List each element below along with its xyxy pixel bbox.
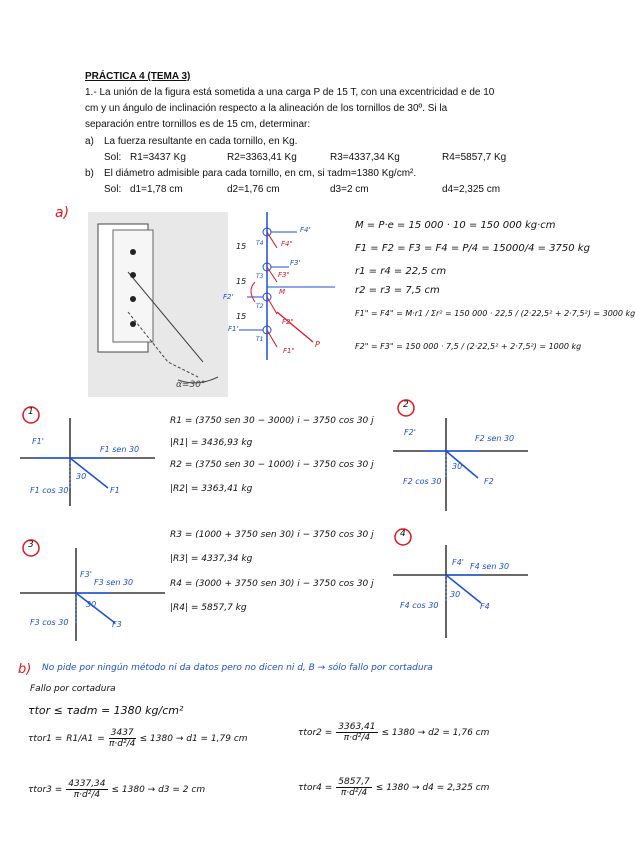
circle-2-number: 2 [403,400,409,410]
tau4-den: π·d²/4 [340,788,368,798]
d1-f1p: F1' [32,437,44,446]
b-note: No pide por ningún método ni da datos pero no dicen ni d, B → sólo fallo por cortadura [42,663,433,673]
tau4-num: 5857,7 [338,777,370,787]
calc-f2-moment: F2" = F3" = 150 000 · 7,5 / (2·22,5² + 2·7,5²) = 1000 kg [355,342,582,351]
hand-a-label: a) [55,205,70,221]
circle-1-number: 1 [28,407,34,417]
tau4-lhs: τtor4 = [298,782,333,793]
d2-f2-sen30: F2 sen 30 [475,434,515,443]
fallo-label: Fallo por cortadura [30,684,116,694]
label-t4: T4 [256,240,264,247]
d1-f1-sen30: F1 sen 30 [100,445,140,454]
d4-angle: 30 [450,590,461,599]
d4-f4p: F4' [452,558,464,567]
tau1-frac [109,728,136,749]
label-f2p: F2' [223,293,234,301]
d3-angle: 30 [86,600,97,609]
vec-r4-mag: |R4| = 5857,7 kg [170,603,247,613]
d1-angle: 30 [76,472,87,481]
label-t2: T2 [256,303,264,310]
part-a-label: a) [85,136,94,147]
tau2-row [298,722,489,743]
tau2-lhs: τtor2 = [298,727,333,738]
d1-f1-cos30: F1 cos 30 [30,486,69,495]
tau1-eq: = [97,733,105,744]
answer-d4: d4=2,325 cm [442,184,501,195]
d1-f1: F1 [110,486,120,495]
joint-figure-drawing [88,212,228,397]
tau2-num: 3363,41 [338,722,376,732]
page-title: PRÁCTICA 4 (TEMA 3) [85,71,191,82]
answer-r4: R4=5857,7 Kg [442,152,507,163]
answer-d3: d3=2 cm [330,184,369,195]
tau3-frac [66,779,107,800]
label-t1: T1 [256,336,264,343]
d4-f4-sen30: F4 sen 30 [470,562,510,571]
force-diagram-3 [20,548,170,643]
vec-r3: R3 = (1000 + 3750 sen 30) i − 3750 cos 30 j [170,530,374,540]
part-a-question: La fuerza resultante en cada tornillo, en Kg. [104,136,298,147]
tau4-result: ≤ 1380 → d4 = 2,325 cm [375,782,490,793]
figure-angle-label: α=30° [176,380,206,390]
tau2-den: π·d²/4 [343,733,371,743]
calc-r1-r4: r1 = r4 = 22,5 cm [355,266,447,277]
calc-moment: M = P·e = 15 000 · 10 = 150 000 kg·cm [355,220,556,231]
tau1-lhs: τtor1 = [28,733,63,744]
answer-r3: R3=4337,34 Kg [330,152,400,163]
d2-f2: F2 [484,477,494,486]
label-f1pp: F1" [283,347,295,355]
dim-15-2: 15 [236,277,247,286]
d4-f4: F4 [480,602,490,611]
answer-d1: d1=1,78 cm [130,184,183,195]
dim-15-3: 15 [236,312,247,321]
tau1-row [28,728,248,749]
dim-15-1: 15 [236,242,247,251]
d4-f4-cos30: F4 cos 30 [400,601,439,610]
answer-d2: d2=1,76 cm [227,184,280,195]
tau3-result: ≤ 1380 → d3 = 2 cm [111,784,206,795]
tau3-den: π·d²/4 [73,790,101,800]
tau2-result: ≤ 1380 → d2 = 1,76 cm [381,727,490,738]
answer-r2: R2=3363,41 Kg [227,152,297,163]
tau1-num: 3437 [110,728,134,738]
label-f3pp: F3" [278,271,290,279]
vec-r4: R4 = (3000 + 3750 sen 30) i − 3750 cos 30 j [170,579,374,589]
calc-direct-force: F1 = F2 = F3 = F4 = P/4 = 15000/4 = 3750 kg [355,243,590,254]
answer-r1: R1=3437 Kg [130,152,186,163]
d3-f3-cos30: F3 cos 30 [30,618,69,627]
calc-f1-moment: F1" = F4" = M·r1 / Σr² = 150 000 · 22,5 / (2·22,5² + 2·7,5²) = 3000 kg [355,309,635,318]
label-load-p: P [315,340,320,349]
d3-f3p: F3' [80,570,92,579]
vec-r3-mag: |R3| = 4337,34 kg [170,554,253,564]
label-f4pp: F4" [281,240,293,248]
vec-r1: R1 = (3750 sen 30 − 3000) i − 3750 cos 30 j [170,416,374,426]
d2-f2-cos30: F2 cos 30 [403,477,442,486]
problem-statement-line1: 1.- La unión de la figura está sometida a una carga P de 15 T, con una excentricidad e de 10 [85,87,495,98]
part-a-sol-label: Sol: [104,152,122,163]
label-moment: M [279,288,286,296]
label-f4p: F4' [300,226,311,234]
label-f3p: F3' [290,259,301,267]
tau4-row [298,777,489,798]
part-b-label: b) [85,168,94,179]
tau3-num: 4337,34 [68,779,106,789]
problem-statement-line3: separación entre tornillos es de 15 cm, determinar: [85,119,311,130]
circle-3-number: 3 [28,540,34,550]
label-t3: T3 [256,273,264,280]
tau1-den: π·d²/4 [109,739,136,749]
circle-4-number: 4 [400,529,406,539]
tau2-frac [336,722,377,743]
d2-f2p: F2' [404,428,416,437]
tau3-lhs: τtor3 = [28,784,63,795]
label-f2pp: F2" [282,318,294,326]
joint-figure [88,212,228,397]
part-b-question: El diámetro admisible para cada tornillo, en cm, si τadm=1380 Kg/cm². [104,168,417,179]
vec-r2-mag: |R2| = 3363,41 kg [170,484,253,494]
d3-f3: F3 [112,620,122,629]
bolt-force-diagram [225,212,345,362]
vec-r1-mag: |R1| = 3436,93 kg [170,438,253,448]
problem-statement-line2: cm y un ángulo de inclinación respecto a la alineación de los tornillos de 30º. Si la [85,103,448,114]
label-f1p: F1' [228,325,239,333]
hand-b-label: b) [18,662,32,677]
d2-angle: 30 [452,462,463,471]
calc-r2-r3: r2 = r3 = 7,5 cm [355,285,440,296]
d3-f3-sen30: F3 sen 30 [94,578,134,587]
vec-r2: R2 = (3750 sen 30 − 1000) i − 3750 cos 30 j [170,460,374,470]
tau1-ratio: R1/A1 [66,733,94,744]
tau-condition: τtor ≤ τadm = 1380 kg/cm² [28,704,184,717]
tau3-row [28,779,205,800]
tau1-result: ≤ 1380 → d1 = 1,79 cm [139,733,248,744]
tau4-frac [336,777,372,798]
part-b-sol-label: Sol: [104,184,122,195]
